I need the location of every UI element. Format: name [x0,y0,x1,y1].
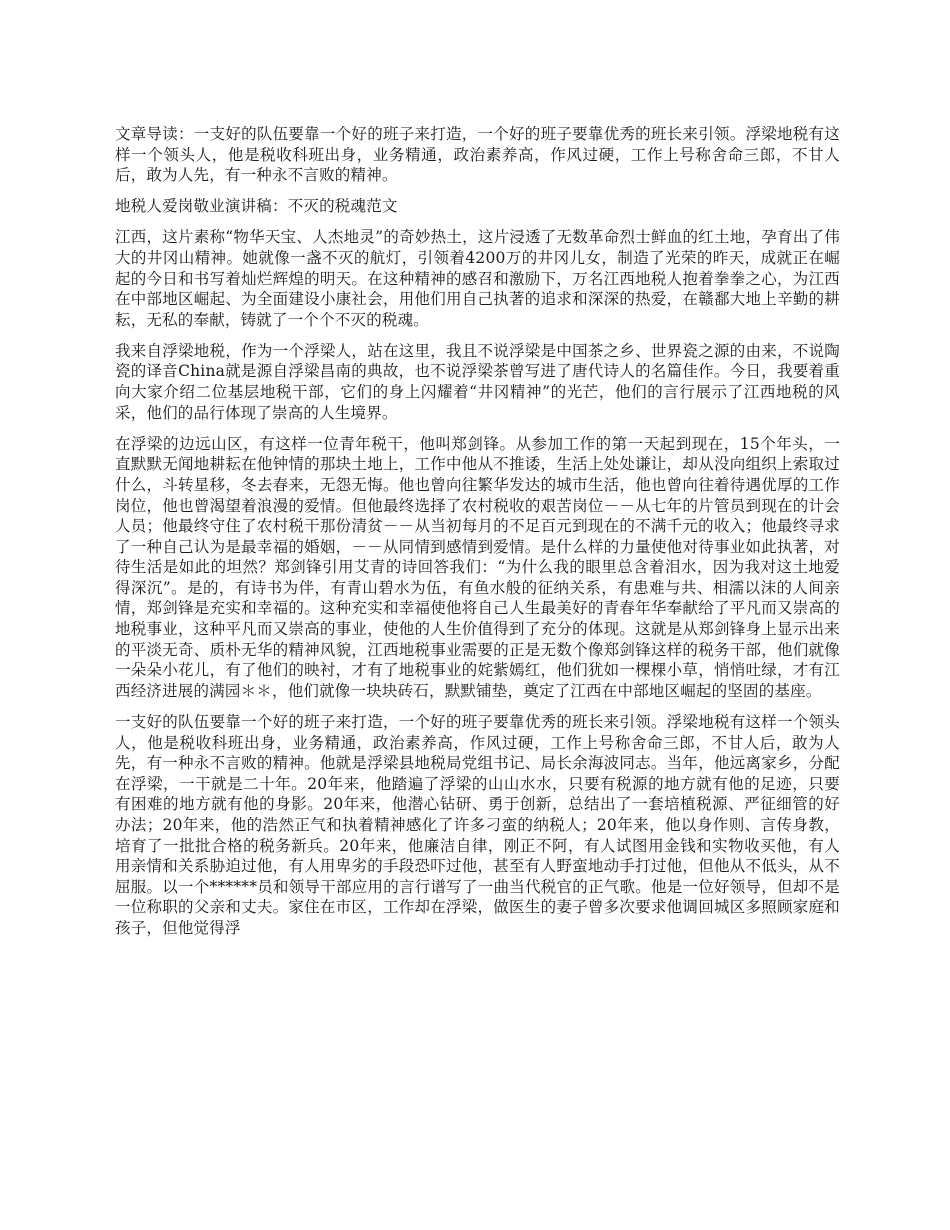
body-paragraph-fuliang: 我来自浮梁地税，作为一个浮梁人，站在这里，我且不说浮梁是中国茶之乡、世界瓷之源的由来，不说陶瓷的译音China就是源自浮梁昌南的典故，也不说浮梁茶曾写进了唐代诗人的名篇佳作。今日，我要着重向大家介绍二位基层地税干部，它们的身上闪耀着“井冈精神”的光芒，他们的言行展示了江西地税的风采，他们的品行体现了崇高的人生境界。 [115,341,840,422]
document-title: 地税人爱岗敬业演讲稿：不灭的税魂范文 [115,197,398,216]
intro-paragraph: 文章导读：一支好的队伍要靠一个好的班子来打造，一个好的班子要靠优秀的班长来引领。浮梁地税有这样一个领头人，他是税收科班出身，业务精通，政治素养高，作风过硬，工作上号称舍命三郎，不甘人后，敢为人先，有一种永不言败的精神。 [115,125,840,185]
body-paragraph-yu-haibo: 一支好的队伍要靠一个好的班子来打造，一个好的班子要靠优秀的班长来引领。浮梁地税有这样一个领头人，他是税收科班出身，业务精通，政治素养高，作风过硬，工作上号称舍命三郎，不甘人后，敢为人先，有一种永不言败的精神。他就是浮梁县地税局党组书记、局长余海波同志。当年，他远离家乡，分配在浮梁，一干就是二十年。20年来，他踏遍了浮梁的山山水水，只要有税源的地方就有他的足迹，只要有困难的地方就有他的身影。20年来，他潜心钻研、勇于创新，总结出了一套培植税源、严征细管的好办法；20年来，他的浩然正气和执着精神感化了许多刁蛮的纳税人；20年来，他以身作则、言传身教，培育了一批批合格的税务新兵。20年来，他廉洁自律，刚正不阿，有人试图用金钱和实物收买他，有人用亲情和关系胁迫过他，有人用卑劣的手段恐吓过他，甚至有人野蛮地动手打过他，但他从不低头，从不屈服。以一个******员和领导干部应用的言行谱写了一曲当代税官的正气歌。他是一位好领导，但却不是一位称职的父亲和丈夫。家住在市区，工作却在浮梁，做医生的妻子曾多次要求他调回城区多照顾家庭和孩子，但他觉得浮 [115,712,840,937]
body-paragraph-jiangxi: 江西，这片素称“物华天宝、人杰地灵”的奇妙热土，这片浸透了无数革命烈士鲜血的红土地，孕育出了伟大的井冈山精神。她就像一盏不灭的航灯，引领着4200万的井冈儿女，制造了光荣的昨天，成就正在崛起的今日和书写着灿烂辉煌的明天。在这种精神的感召和激励下，万名江西地税人抱着拳拳之心，为江西在中部地区崛起、为全面建设小康社会，用他们用自己执著的追求和深深的热爱，在赣鄱大地上辛勤的耕耘，无私的奉献，铸就了一个个不灭的税魂。 [115,228,840,329]
document-body [115,124,840,949]
body-paragraph-zheng-jianfeng: 在浮梁的边远山区，有这样一位青年税干，他叫郑剑锋。从参加工作的第一天起到现在，15个年头，一直默默无闻地耕耘在他钟情的那块土地上，工作中他从不推诿，生活上处处谦让，却从没向组织上索取过什么，斗转星移，冬去春来，无怨无悔。他也曾向往繁华发达的城市生活，他也曾向往着待遇优厚的工作岗位，他也曾渴望着浪漫的爱情。但他最终选择了农村税收的艰苦岗位－－从七年的片管员到现在的计会人员；他最终守住了农村税干那份清贫－－从当初每月的不足百元到现在的不满千元的收入；他最终寻求了一种自己认为是最幸福的婚姻，－－从同情到感情到爱情。是什么样的力量使他对待事业如此执著，对待生活是如此的坦然？郑剑锋引用艾青的诗回答我们：“为什么我的眼里总含着泪水，因为我对这土地爱得深沉”。是的，有诗书为伴，有青山碧水为伍，有鱼水般的征纳关系，有患难与共、相濡以沫的人间亲情，郑剑锋是充实和幸福的。这种充实和幸福使他将自己人生最美好的青春年华奉献给了平凡而又崇高的地税事业，这种平凡而又崇高的事业，使他的人生价值得到了充分的体现。这就是从郑剑锋身上显示出来的平淡无奇、质朴无华的精神风貌，江西地税事业需要的正是无数个像郑剑锋这样的税务干部，他们就像一朵朵小花儿，有了他们的映衬，才有了地税事业的姹紫嫣红，他们犹如一棵棵小草，悄悄吐绿，才有江西经济进展的满园＊＊，他们就像一块块砖石，默默铺垫，奠定了江西在中部地区崛起的坚固的基座。 [115,434,840,700]
